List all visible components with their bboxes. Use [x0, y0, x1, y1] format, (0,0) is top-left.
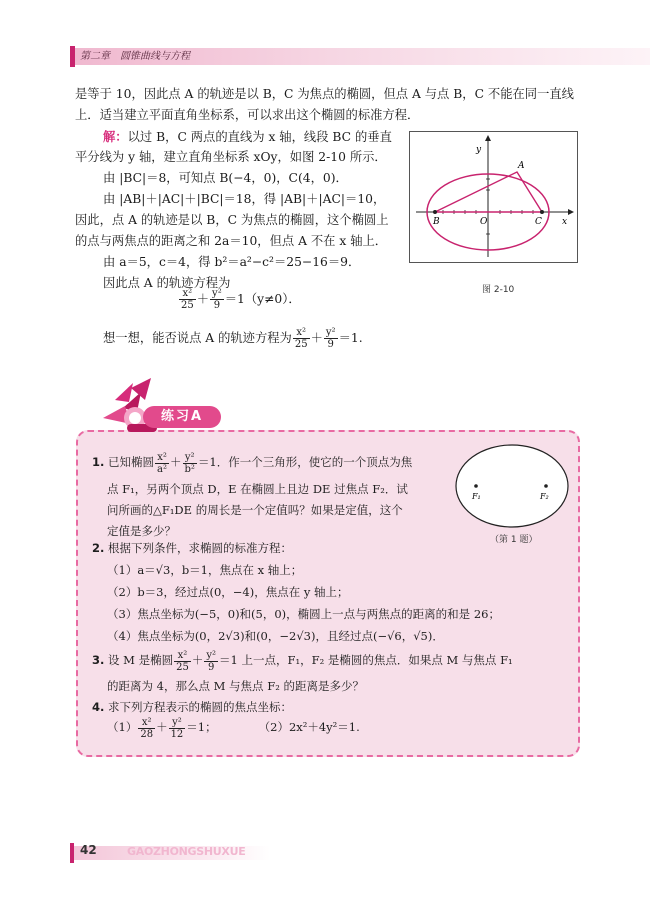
q2-text: 根据下列条件，求椭圆的标准方程：: [108, 541, 293, 555]
q3-num-y: y²: [206, 649, 217, 661]
q1-fraction-x: [155, 452, 169, 475]
q4-den-x: 28: [140, 728, 154, 740]
q4-text: 求下列方程表示的椭圆的焦点坐标：: [108, 700, 293, 714]
label-c: C: [535, 217, 542, 227]
exercise-title: 练习A: [143, 406, 221, 428]
q3-number: 3.: [92, 653, 105, 667]
y-label: y: [476, 145, 482, 155]
q1-number: 1.: [92, 455, 105, 469]
equation-1: [178, 287, 301, 311]
solution-text-1: 以过 B，C 两点的直线为 x 轴，线段 BC 的垂直: [127, 130, 392, 144]
y-axis-arrow: [485, 135, 491, 141]
think-plus: ＋: [310, 331, 323, 345]
q1-figure-caption: （第 1 题）: [490, 535, 538, 545]
think-pre: 想一想，能否说点 A 的轨迹方程为: [103, 331, 292, 345]
solution-label: 解：: [103, 129, 128, 144]
ellipse-diagram: [410, 132, 577, 262]
solution-line-1: [103, 128, 392, 146]
q1-focus-f1: [474, 484, 478, 488]
x-label: x: [562, 217, 568, 227]
q1-line-4: 定值是多少？: [107, 524, 176, 538]
q1-line-3: 问所画的△F₁DE 的周长是一个定值吗？如果是定值，这个: [107, 503, 403, 517]
q3-line-1: [92, 648, 513, 673]
q1-num-y: y²: [183, 452, 197, 464]
q4-items: [107, 715, 360, 740]
q4-item-2: （2）2x²＋4y²＝1.: [258, 720, 360, 734]
q3-post: ＝1 上一点，F₁，F₂ 是椭圆的焦点．如果点 M 与焦点 F₁: [219, 653, 513, 667]
q4-plus: ＋: [156, 720, 168, 734]
q4-den-y: 12: [170, 728, 184, 740]
q4-number: 4.: [92, 700, 105, 714]
q4-line: [92, 699, 292, 716]
footer-accent-mark: [70, 843, 74, 863]
q1-line-2: 点 F₁，另两个顶点 D，E 在椭圆上且边 DE 过焦点 F₂．试: [107, 482, 408, 496]
q4-item-1-post: ＝1；: [186, 720, 217, 734]
q1-label-f1: F₁: [472, 492, 481, 501]
q3-fraction-y: [204, 650, 218, 673]
q2-item-4: （4）焦点坐标为(0，2√3)和(0，−2√3)，且经过点(−√6，√5)．: [107, 629, 444, 643]
figure-caption: 图 2-10: [482, 285, 515, 295]
q3-fraction-x: [174, 650, 191, 673]
chapter-title: 第二章 圆锥曲线与方程: [80, 51, 190, 62]
q1-line-1: [92, 450, 412, 475]
solution-line-8: 因此点 A 的轨迹方程为: [103, 276, 231, 290]
eq1-fraction-x: [179, 288, 196, 311]
q3-line-2: 的距离为 4，那么点 M 与焦点 F₂ 的距离是多少？: [107, 679, 364, 693]
think-den-x: 25: [294, 339, 308, 350]
label-o: O: [480, 217, 488, 227]
q1-post: ＝1．作一个三角形，使它的一个顶点为焦: [197, 455, 413, 469]
think-question: [103, 326, 363, 350]
q1-ellipse-figure: [453, 442, 571, 530]
figure-2-10: [409, 131, 578, 263]
q1-label-f2: F₂: [540, 492, 549, 501]
solution-line-6: 的点与两焦点的距离之和 2a＝10，但点 A 不在 x 轴上．: [75, 234, 388, 248]
q1-num-x: x²: [155, 452, 169, 464]
q1-den-y: b²: [184, 463, 195, 475]
think-rest: ＝1.: [338, 331, 363, 345]
eq1-num-x: x²: [179, 288, 196, 300]
q2-number: 2.: [92, 541, 105, 555]
think-den-y: 9: [327, 339, 334, 350]
q3-num-x: x²: [174, 650, 191, 662]
page-number: 42: [80, 843, 97, 857]
q4-fraction-y: [169, 717, 186, 740]
label-b: B: [433, 217, 440, 227]
q3-plus: ＋: [191, 653, 204, 667]
body-line-2: 上．适当建立平面直角坐标系，可以求出这个椭圆的标准方程．: [75, 108, 420, 122]
q3-den-x: 25: [176, 661, 189, 673]
q1-ellipse: [456, 445, 568, 527]
q2-item-3: （3）焦点坐标为(−5，0)和(5，0)，椭圆上一点与两焦点的距离的和是 26；: [107, 607, 500, 621]
q1-fraction-y: [183, 452, 197, 475]
point-c-dot: [540, 210, 544, 214]
solution-line-4: 由 |AB|＋|AC|＋|BC|＝18，得 |AB|＋|AC|＝10，: [103, 192, 386, 206]
q2-item-1: （1）a＝√3，b＝1，焦点在 x 轴上；: [107, 563, 303, 577]
think-num-x: x²: [293, 327, 310, 339]
think-fraction-y: [324, 327, 338, 350]
solution-line-2: 平分线为 y 轴，建立直角坐标系 xOy，如图 2-10 所示．: [75, 150, 387, 164]
q3-den-y: 9: [208, 661, 215, 673]
label-a: A: [518, 161, 525, 171]
eq1-den-x: 25: [181, 300, 194, 311]
q4-num-x: x²: [138, 717, 155, 729]
q1-focus-f2: [544, 484, 548, 488]
q3-pre: 设 M 是椭圆: [108, 653, 174, 667]
eq1-plus: ＋: [196, 292, 210, 306]
solution-line-3: 由 |BC|＝8，可知点 B(−4，0)，C(4，0)．: [103, 171, 348, 185]
body-line-1: 是等于 10，因此点 A 的轨迹是以 B，C 为焦点的椭圆，但点 A 与点 B，C 不能在同一直线: [75, 87, 574, 101]
q1-plus: ＋: [170, 455, 182, 469]
eq1-fraction-y: [210, 288, 224, 311]
q4-item-1-pre: （1）: [107, 720, 138, 734]
think-num-y: y²: [325, 327, 336, 338]
q4-num-y: y²: [169, 717, 186, 729]
eq1-rest: ＝1（y≠0）．: [224, 292, 301, 306]
footer-series-text: GAOZHONGSHUXUE: [127, 845, 246, 858]
think-fraction-x: [293, 327, 310, 350]
solution-line-5: 因此，点 A 的轨迹是以 B，C 为焦点的椭圆，这个椭圆上: [75, 213, 389, 227]
eq1-num-y: y²: [212, 288, 222, 299]
eq1-den-y: 9: [213, 300, 221, 311]
q1-den-x: a²: [157, 463, 168, 475]
solution-line-7: 由 a＝5，c＝4，得 b²＝a²−c²＝25−16＝9．: [103, 255, 361, 269]
q2-line: [92, 540, 292, 557]
q1-pre: 已知椭圆: [108, 455, 155, 469]
x-axis-arrow: [568, 209, 574, 215]
q4-fraction-x: [138, 717, 155, 740]
header-accent-mark: [70, 46, 75, 67]
point-b-dot: [433, 210, 437, 214]
q2-item-2: （2）b＝3，经过点(0，−4)，焦点在 y 轴上；: [107, 585, 349, 599]
